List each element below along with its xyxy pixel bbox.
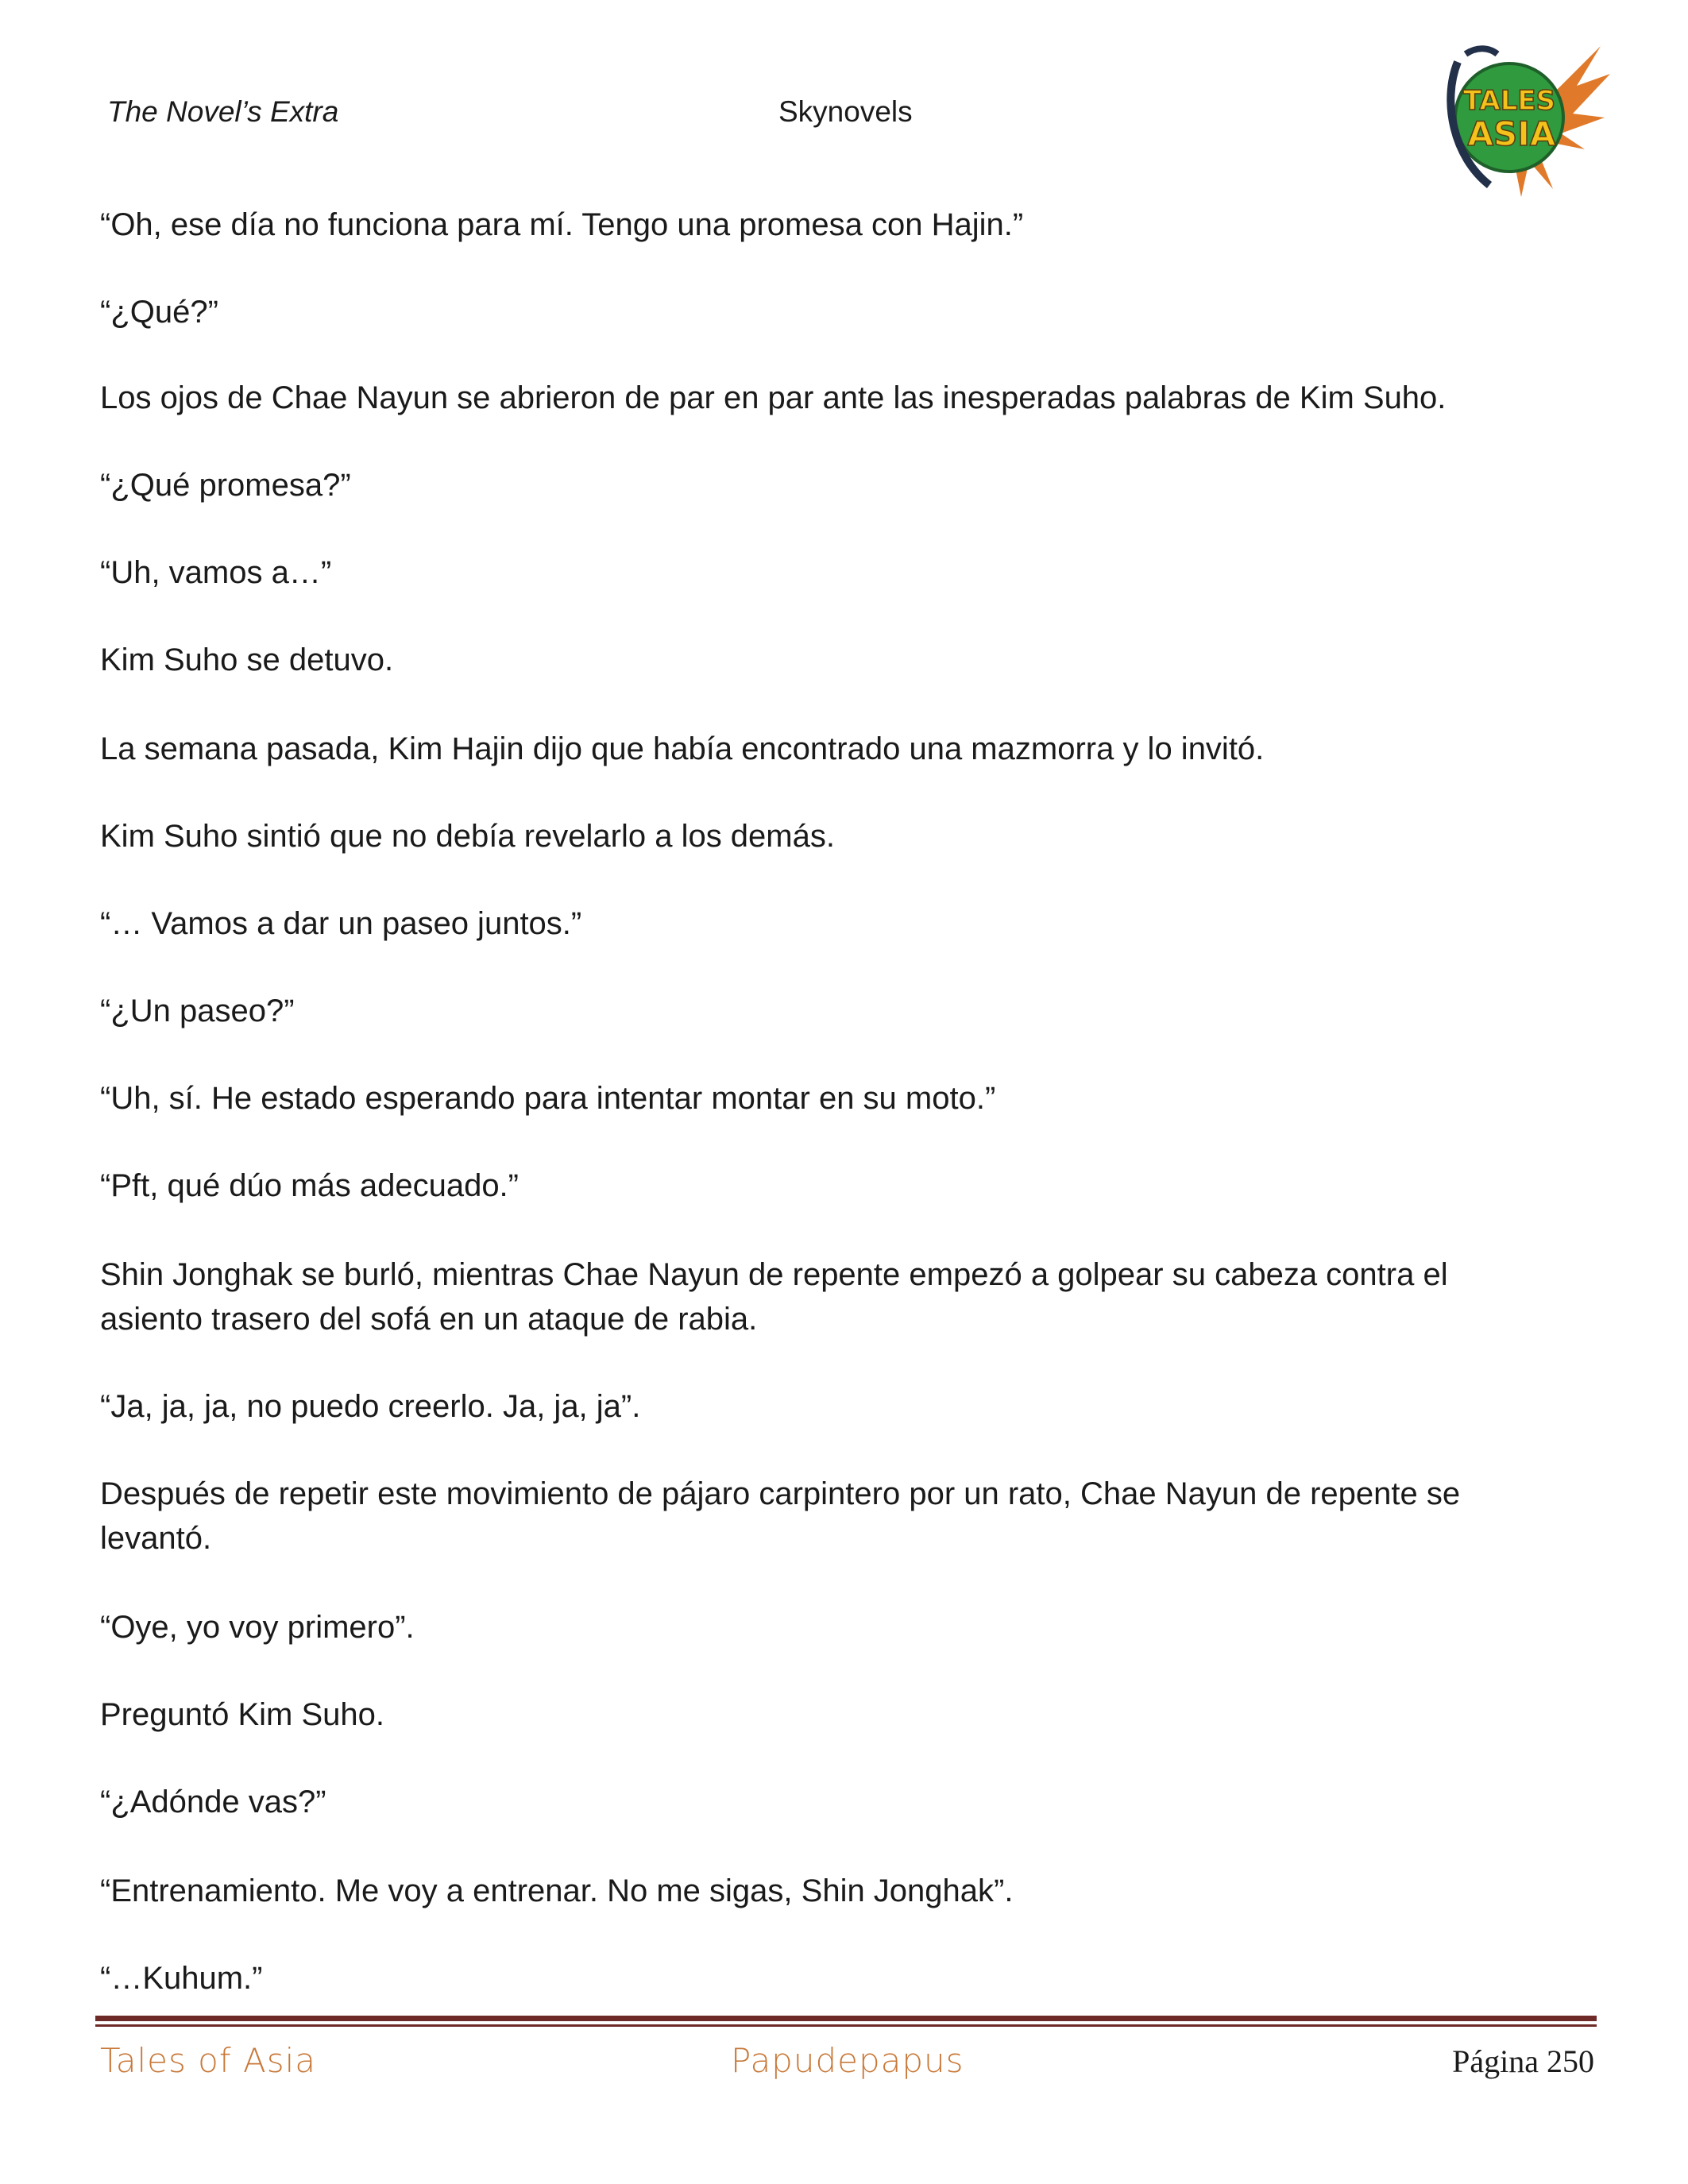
paragraph: “Oh, ese día no funciona para mí. Tengo una promesa con Hajin.”	[100, 207, 1024, 242]
paragraph: “Ja, ja, ja, no puedo creerlo. Ja, ja, ja”.	[100, 1389, 641, 1424]
paragraph: Los ojos de Chae Nayun se abrieron de par en par ante las inesperadas palabras de Kim Suho.	[100, 380, 1447, 415]
footer-rule-thin	[95, 2024, 1597, 2027]
paragraph: “… Vamos a dar un paseo juntos.”	[100, 906, 582, 941]
paragraph: “Oye, yo voy primero”.	[100, 1610, 415, 1645]
paragraph: “¿Adónde vas?”	[100, 1785, 326, 1819]
footer-rule-thick	[95, 2016, 1597, 2021]
footer-group-name: Tales of Asia	[100, 2041, 317, 2080]
header-book-title: The Novel’s Extra	[107, 95, 339, 128]
paragraph: Kim Suho sintió que no debía revelarlo a los demás.	[100, 819, 835, 854]
tales-of-asia-logo	[1434, 30, 1613, 201]
paragraph: “¿Un paseo?”	[100, 994, 295, 1028]
paragraph: “Pft, qué dúo más adecuado.”	[100, 1168, 519, 1203]
paragraph: La semana pasada, Kim Hajin dijo que había encontrado una mazmorra y lo invitó.	[100, 731, 1265, 766]
paragraph: “Uh, sí. He estado esperando para intentar montar en su moto.”	[100, 1081, 996, 1116]
paragraph: “¿Qué?”	[100, 295, 218, 330]
paragraph: Shin Jonghak se burló, mientras Chae Nayun de repente empezó a golpear su cabeza contra el asiento trasero del sofá en un ataque de rabia.	[100, 1257, 1448, 1337]
paragraph: Después de repetir este movimiento de pájaro carpintero por un rato, Chae Nayun de repente se levantó.	[100, 1476, 1461, 1556]
paragraph: Kim Suho se detuvo.	[100, 642, 394, 677]
page-number: Página 250	[1452, 2043, 1594, 2079]
paragraph: “Entrenamiento. Me voy a entrenar. No me sigas, Shin Jonghak”.	[100, 1873, 1014, 1908]
logo-text-asia: ASIA	[1467, 114, 1556, 153]
logo-text-tales: TALES	[1462, 85, 1556, 117]
paragraph: Preguntó Kim Suho.	[100, 1697, 384, 1732]
footer-translator: Papudepapus	[731, 2041, 964, 2080]
paragraph: “¿Qué promesa?”	[100, 468, 351, 503]
paragraph: “Uh, vamos a…”	[100, 555, 332, 590]
paragraph: “…Kuhum.”	[100, 1961, 263, 1996]
header-site-name: Skynovels	[778, 95, 913, 128]
footer-divider	[95, 2016, 1597, 2027]
